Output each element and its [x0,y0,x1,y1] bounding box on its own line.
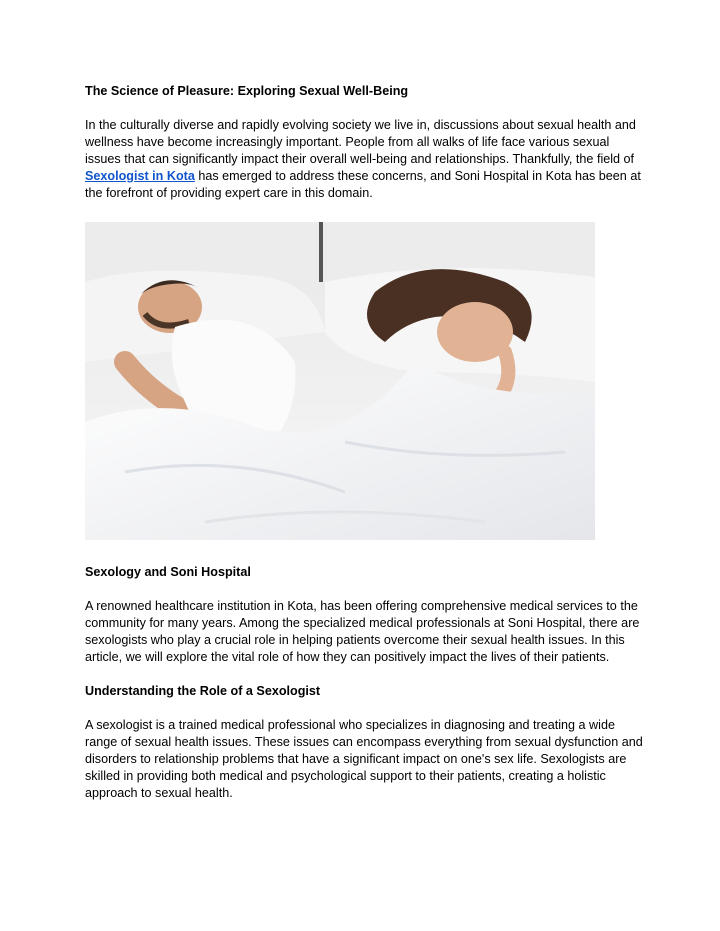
article-title: The Science of Pleasure: Exploring Sexual Well-Being [85,84,409,98]
article-image [85,222,595,540]
intro-text-after-link: has emerged to address these concerns, and Soni Hospital in Kota has been at the forefront of providing expert care in this domain. [85,169,641,200]
intro-paragraph [85,117,645,202]
section-body-role: A sexologist is a trained medical professional who specializes in diagnosing and treating a wide range of sexual health issues. These issues can encompass everything from sexual dysfunction and disorders to relationship problems that have a significant impact on one's sex life. Sexologists are skilled in providing both medical and psychological support to their patients, creating a holistic approach to sexual health. [85,718,643,800]
section-heading-sexology: Sexology and Soni Hospital [85,565,251,579]
section-heading-role: Understanding the Role of a Sexologist [85,684,321,698]
section-body-sexology: A renowned healthcare institution in Kota, has been offering comprehensive medical services to the community for many years. Among the specialized medical professionals at Soni Hospital, there are sexologists who play a crucial role in helping patients overcome their sexual health issues. In this article, we will explore the vital role of how they can positively impact the lives of their patients. [85,599,640,664]
document-page [85,83,645,802]
intro-text-before-link: In the culturally diverse and rapidly evolving society we live in, discussions about sexual health and wellness have become increasingly important. People from all walks of life face various sexual issues that can significantly impact their overall well-being and relationships. Thankfully, the field of [85,118,636,166]
sexologist-in-kota-link[interactable]: Sexologist in Kota [85,169,195,183]
couple-in-bed-photo [85,222,595,540]
